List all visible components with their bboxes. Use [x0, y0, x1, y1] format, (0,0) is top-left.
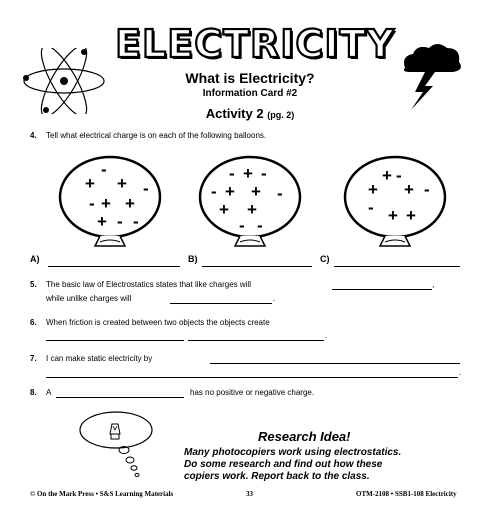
charge: + [97, 212, 107, 231]
charge: - [239, 216, 245, 235]
question-text-post: has no positive or negative charge. [190, 388, 315, 397]
footer-product-code: OTM-2108 • SSB1-108 Electricity [356, 490, 457, 498]
research-line: copiers work. Report back to the class. [184, 471, 370, 482]
period: . [273, 294, 276, 303]
footer-page-number: 33 [246, 490, 253, 498]
period: . [325, 331, 328, 340]
charge: - [229, 164, 235, 183]
charge: - [211, 182, 217, 201]
balloon-c-charges [340, 154, 450, 244]
charge: - [261, 164, 267, 183]
charge: + [219, 200, 229, 219]
charge: + [85, 174, 95, 193]
question-4 [30, 131, 266, 141]
balloon-b-charges [195, 154, 305, 244]
question-number: 8. [30, 388, 37, 397]
balloon-b-label: B) [188, 254, 198, 264]
question-5 [30, 280, 251, 290]
storm-cloud-icon [395, 40, 467, 112]
charge: - [133, 212, 139, 231]
question-7 [30, 354, 152, 364]
question-text: I can make static electricity by [46, 354, 153, 363]
charge: - [257, 216, 263, 235]
answer-line-7a[interactable] [210, 363, 460, 364]
question-number: 6. [30, 318, 37, 327]
charge: + [404, 180, 414, 199]
question-number: 5. [30, 280, 37, 289]
charge: - [89, 194, 95, 213]
charge: - [101, 160, 107, 179]
charge: + [388, 206, 398, 225]
answer-line-6b[interactable] [188, 340, 324, 341]
answer-line-c[interactable] [334, 266, 460, 267]
balloon-a-label: A) [30, 254, 40, 264]
question-text: When friction is created between two objects the objects create [46, 318, 270, 327]
charge: + [406, 206, 416, 225]
answer-line-7b[interactable] [46, 377, 458, 378]
balloon-c-label: C) [320, 254, 330, 264]
charge: - [424, 180, 430, 199]
period: . [459, 368, 462, 377]
question-text-pre: A [46, 388, 52, 397]
answer-line-5a[interactable] [332, 289, 432, 290]
lightbulb-icon [70, 404, 160, 486]
charge: + [247, 200, 257, 219]
question-text-line1: The basic law of Electrostatics states that like charges will [46, 280, 251, 289]
charge: + [125, 194, 135, 213]
atom-icon [20, 48, 108, 114]
charge: - [396, 166, 402, 185]
question-text: Tell what electrical charge is on each of the following balloons. [46, 131, 267, 140]
research-line: Do some research and find out how these [184, 459, 383, 470]
charge: - [143, 179, 149, 198]
answer-line-8[interactable] [56, 397, 184, 398]
question-number: 7. [30, 354, 37, 363]
answer-line-b[interactable] [202, 266, 312, 267]
activity-page: (pg. 2) [267, 110, 295, 120]
charge: + [368, 180, 378, 199]
page-title: What is Electricity? [185, 70, 315, 86]
question-6 [30, 318, 270, 328]
balloon-a-charges [55, 154, 165, 244]
footer-copyright: © On the Mark Press • S&S Learning Materials [30, 490, 174, 498]
answer-line-5b[interactable] [170, 303, 272, 304]
charge: + [101, 194, 111, 213]
charge: - [277, 184, 283, 203]
charge: + [117, 174, 127, 193]
charge: + [243, 164, 253, 183]
answer-line-a[interactable] [48, 266, 180, 267]
question-text-line2: while unlike charges will [46, 294, 132, 303]
period: , [432, 280, 435, 289]
activity-heading [150, 106, 350, 121]
charge: - [368, 198, 374, 217]
research-body [184, 447, 474, 483]
answer-line-6a[interactable] [46, 340, 184, 341]
research-title: Research Idea! [258, 429, 351, 444]
question-8 [30, 388, 51, 398]
charge: + [382, 166, 392, 185]
page-subtitle: Information Card #2 [202, 88, 298, 99]
question-number: 4. [30, 131, 37, 140]
activity-label: Activity 2 [205, 106, 264, 121]
charge: + [251, 182, 261, 201]
charge: - [117, 212, 123, 231]
banner-title: ELECTRICITY [115, 22, 395, 66]
charge: + [225, 182, 235, 201]
research-line: Many photocopiers work using electrostatics. [184, 447, 402, 458]
